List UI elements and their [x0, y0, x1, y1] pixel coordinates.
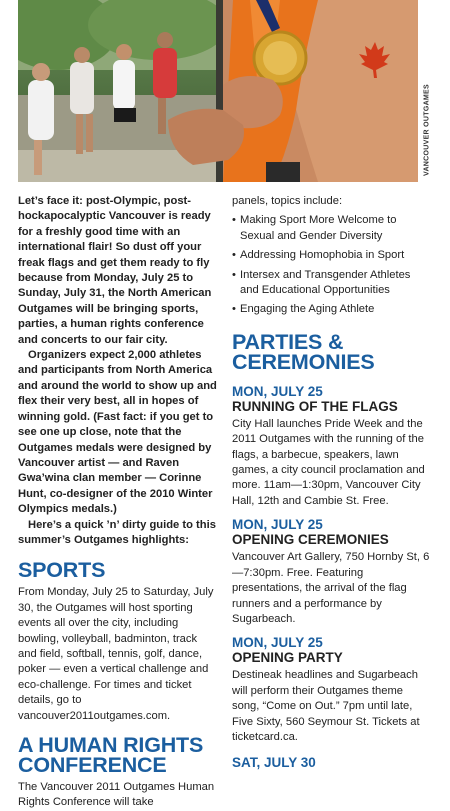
right-column	[232, 194, 432, 770]
list-item: • Engaging the Aging Athlete	[232, 302, 432, 317]
event-body: City Hall launches Pride Week and the 2011 Outgames with the running of the flags, a barbecue, speakers, lawn games, a city council proclamation and more. 11am—1:30pm, Vancouver City Hall, 12th and Cambie St. Free.	[232, 417, 425, 507]
event-body: Vancouver Art Gallery, 750 Hornby St, 6—7:30pm. Free. Featuring presentations, the arrival of the flag runners and a performance by Sugarbeach.	[232, 551, 430, 625]
event-opening-party	[232, 635, 432, 745]
sports-body: From Monday, July 25 to Saturday, July 30, the Outgames will host sporting events all over the city, including bowling, volleyball, badminton, track and field, softball, tennis, golf, dance, poker — even a vertical challenge and eco-challenge. For times and ticket details, go to vancouver2011outgames.com.	[18, 586, 214, 722]
event-opening-ceremonies	[232, 517, 432, 627]
organizers-paragraph: Organizers expect 2,000 athletes and participants from North America and around the world to show up and flex their very best, all in hopes of winning gold. (Fast fact: if you get to see one up close, note that the Outgames medals were designed by Vancouver artist — and Raven Gwa’wina clan member — Corinne Hunt, co-designer of the 2010 Winter Olympics medals.)	[18, 349, 217, 516]
left-column	[18, 194, 217, 811]
event-title: OPENING PARTY	[232, 650, 343, 666]
next-event-date: SAT, JULY 30	[232, 755, 316, 771]
list-item: • Addressing Homophobia in Sport	[232, 248, 432, 263]
intro-paragraph: Let’s face it: post-Olympic, post-hockapocalyptic Vancouver is ready for a freshly good time with an international flair! So dust off your freak flags and get them ready to fly because from Monday, July 25 to Sunday, July 31, the North American Outgames will be bringing sports, parties, a human rights conference and concerts to our fair city.	[18, 195, 212, 346]
event-running-of-flags	[232, 384, 432, 509]
panels-intro: panels, topics include:	[232, 195, 343, 207]
event-date: MON, JULY 25	[232, 517, 323, 533]
event-date: MON, JULY 25	[232, 635, 323, 651]
event-body: Destineak headlines and Sugarbeach will perform their Outgames theme song, “Come on Out.” 7pm until late, Five Sixty, 560 Seymour St. Tickets at ticketcard.ca.	[232, 669, 420, 743]
list-item: • Making Sport More Welcome to Sexual and Gender Diversity	[232, 213, 432, 244]
sports-heading: SPORTS	[18, 558, 106, 583]
photo-credit: VANCOUVER OUTGAMES	[423, 84, 431, 176]
event-title: OPENING CEREMONIES	[232, 532, 389, 548]
event-date: MON, JULY 25	[232, 383, 323, 399]
list-item: • Intersex and Transgender Athletes and Educational Opportunities	[232, 268, 432, 299]
parties-heading: PARTIES & CEREMONIES	[232, 329, 375, 374]
topics-list	[232, 213, 432, 317]
human-rights-heading: A HUMAN RIGHTS CONFERENCE	[18, 733, 204, 777]
human-rights-body: The Vancouver 2011 Outgames Human Rights Conference will take	[18, 781, 215, 809]
athlete-medal-photo	[18, 0, 418, 182]
guide-paragraph: Here’s a quick ’n’ dirty guide to this summer’s Outgames highlights:	[18, 518, 216, 546]
hero-photo	[18, 0, 418, 182]
event-title: RUNNING OF THE FLAGS	[232, 398, 398, 414]
